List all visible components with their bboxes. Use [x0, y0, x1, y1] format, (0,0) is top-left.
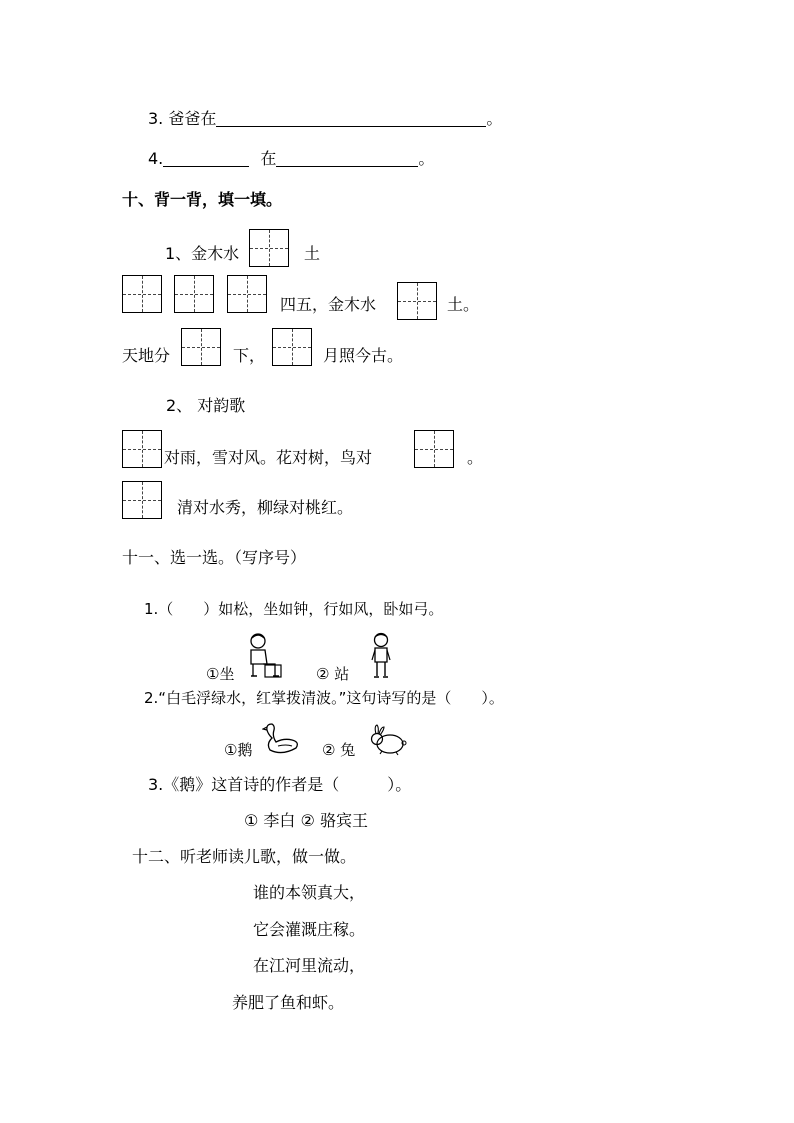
s10-line6-tail: 清对水秀，柳绿对桃红。 [177, 498, 354, 517]
q3-end: 。 [486, 109, 503, 128]
tianzige-box[interactable] [122, 275, 162, 313]
s10-item1-label: 1、金木水 [165, 244, 240, 263]
tianzige-box[interactable] [122, 481, 162, 519]
poem-line: 在江河里流动， [253, 956, 366, 975]
s11-q1-opt1: ①坐 [206, 665, 235, 683]
tianzige-box[interactable] [249, 229, 289, 267]
s11-q1: 1.（ ）如松，坐如钟，行如风，卧如弓。 [144, 600, 444, 618]
tianzige-box[interactable] [181, 328, 221, 366]
poem-line: 养肥了鱼和虾。 [232, 993, 345, 1012]
rabbit-icon [368, 724, 408, 756]
tianzige-box[interactable] [414, 430, 454, 468]
q4-label: 4. [148, 149, 164, 168]
s10-item1-tail: 土 [304, 244, 321, 263]
q4-row [148, 151, 434, 167]
q3-label: 3. 爸爸在 [148, 109, 217, 128]
s10-line2-mid: 四五，金木水 [280, 295, 377, 314]
s10-line3-mid: 下， [233, 346, 266, 365]
s10-line3-tail: 月照今古。 [323, 346, 404, 365]
sitting-child-icon [243, 632, 285, 680]
s11-q2-opt1: ①鹅 [224, 741, 253, 759]
s10-line2-tail: 土。 [447, 295, 480, 314]
s11-q1-opt2: ② 站 [316, 665, 350, 683]
section12-title: 十二、听老师读儿歌，做一做。 [132, 847, 357, 866]
q4-end: 。 [418, 149, 435, 168]
tianzige-box[interactable] [272, 328, 312, 366]
s10-line5-mid: 对雨，雪对风。花对树，鸟对 [164, 448, 373, 467]
q3-blank[interactable] [216, 126, 486, 127]
section10-title: 十、背一背，填一填。 [122, 190, 283, 209]
standing-child-icon [369, 632, 393, 680]
tianzige-box[interactable] [227, 275, 267, 313]
q4-blank-2[interactable] [276, 166, 418, 167]
tianzige-box[interactable] [122, 430, 162, 468]
poem-line: 谁的本领真大， [253, 883, 366, 902]
q4-mid: 在 [260, 149, 277, 168]
q4-blank-1[interactable] [163, 166, 249, 167]
tianzige-box[interactable] [174, 275, 214, 313]
poem-line: 它会灌溉庄稼。 [253, 920, 366, 939]
q3-row [148, 111, 502, 127]
section11-title: 十一、选一选。（写序号） [122, 548, 307, 567]
s11-q3-opts: ① 李白 ② 骆宾王 [244, 811, 368, 830]
s10-item2-label: 2、 对韵歌 [166, 396, 246, 415]
s11-q2: 2.“白毛浮绿水，红掌拨清波。”这句诗写的是（ ）。 [144, 689, 504, 707]
s10-line3-head: 天地分 [122, 346, 171, 365]
goose-icon [262, 720, 302, 756]
s11-q2-opt2: ② 兔 [322, 741, 356, 759]
s10-line5-tail: 。 [467, 448, 484, 467]
tianzige-box[interactable] [397, 282, 437, 320]
s11-q3: 3.《鹅》这首诗的作者是（ ）。 [148, 775, 412, 794]
